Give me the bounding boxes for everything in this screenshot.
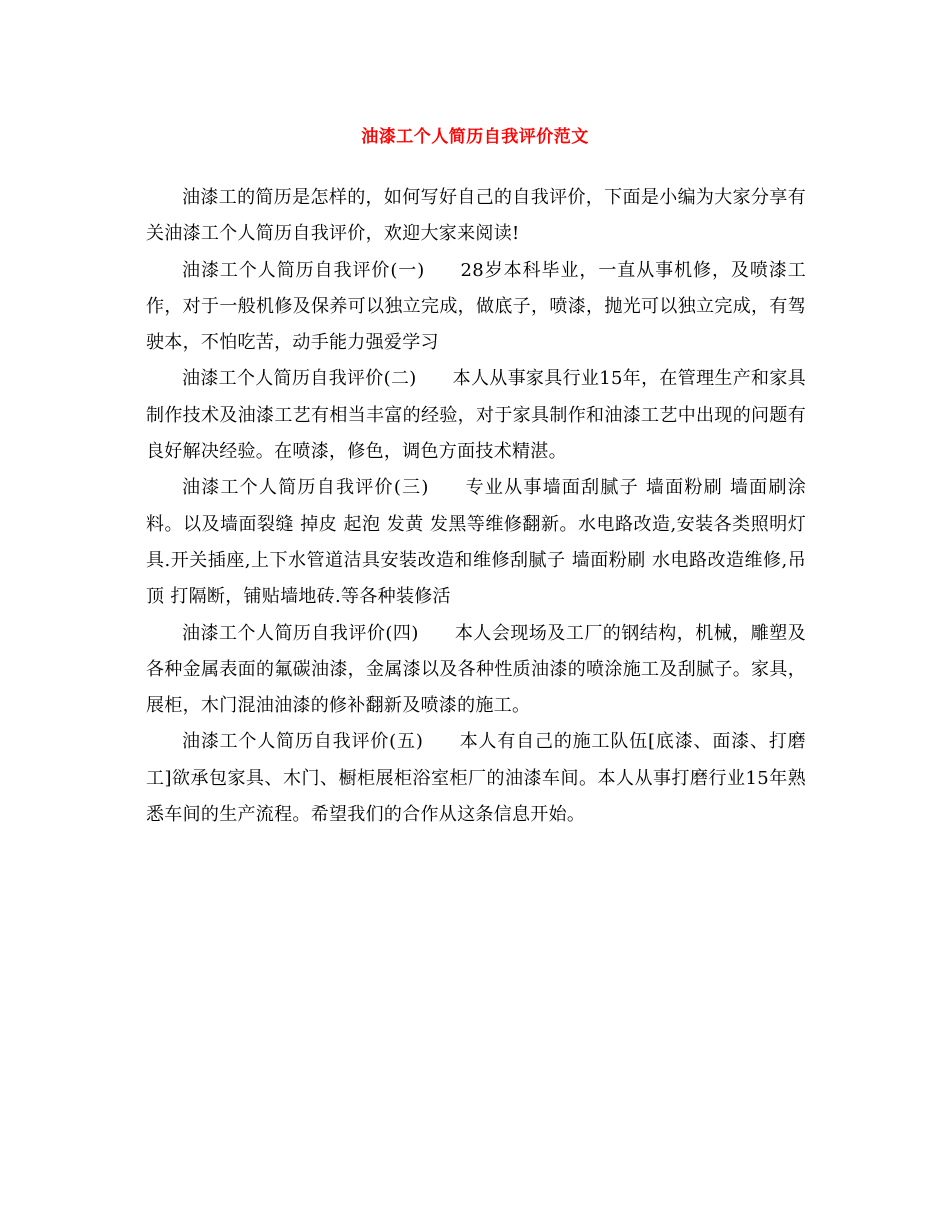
section-paragraph-5 [146,724,806,833]
section-text: 28岁本科毕业，一直从事机修，及喷漆工作，对于一般机修及保养可以独立完成，做底子，喷漆，抛光可以独立完成，有驾驶本，不怕吃苦，动手能力强爱学习 [146,259,806,354]
section-paragraph-4 [146,616,806,725]
document-body [146,180,806,833]
section-heading: 油漆工个人简历自我评价(五) [182,731,424,753]
section-paragraph-2 [146,361,806,470]
section-text: 专业从事墙面刮腻子 墙面粉刷 墙面刷涂料。以及墙面裂缝 掉皮 起泡 发黄 发黑等维修翻新。水电路改造,安装各类照明灯具.开关插座,上下水管道洁具安装改造和维修刮腻子 墙面粉刷 水电路改造维修,吊顶 打隔断，铺贴墙地砖.等各种装修活 [146,477,806,608]
section-heading: 油漆工个人简历自我评价(一) [182,259,425,281]
section-text: 本人有自己的施工队伍[底漆、面漆、打磨工]欲承包家具、木门、橱柜展柜浴室柜厂的油漆车间。本人从事打磨行业15年熟悉车间的生产流程。希望我们的合作从这条信息开始。 [146,731,806,826]
document-title: 油漆工个人简历自我评价范文 [361,127,589,147]
section-heading: 油漆工个人简历自我评价(二) [182,368,417,390]
intro-paragraph [146,180,806,253]
section-text: 本人从事家具行业15年，在管理生产和家具制作技术及油漆工艺有相当丰富的经验，对于家具制作和油漆工艺中出现的问题有良好解决经验。在喷漆，修色，调色方面技术精湛。 [146,368,806,463]
intro-text: 油漆工的简历是怎样的，如何写好自己的自我评价，下面是小编为大家分享有关油漆工个人简历自我评价，欢迎大家来阅读! [146,187,806,245]
section-text: 本人会现场及工厂的钢结构，机械，雕塑及各种金属表面的氟碳油漆，金属漆以及各种性质油漆的喷涂施工及刮腻子。家具，展柜，木门混油油漆的修补翻新及喷漆的施工。 [146,622,806,717]
section-paragraph-3 [146,470,806,615]
section-heading: 油漆工个人简历自我评价(三) [182,477,429,499]
section-heading: 油漆工个人简历自我评价(四) [182,622,419,644]
section-paragraph-1 [146,253,806,362]
